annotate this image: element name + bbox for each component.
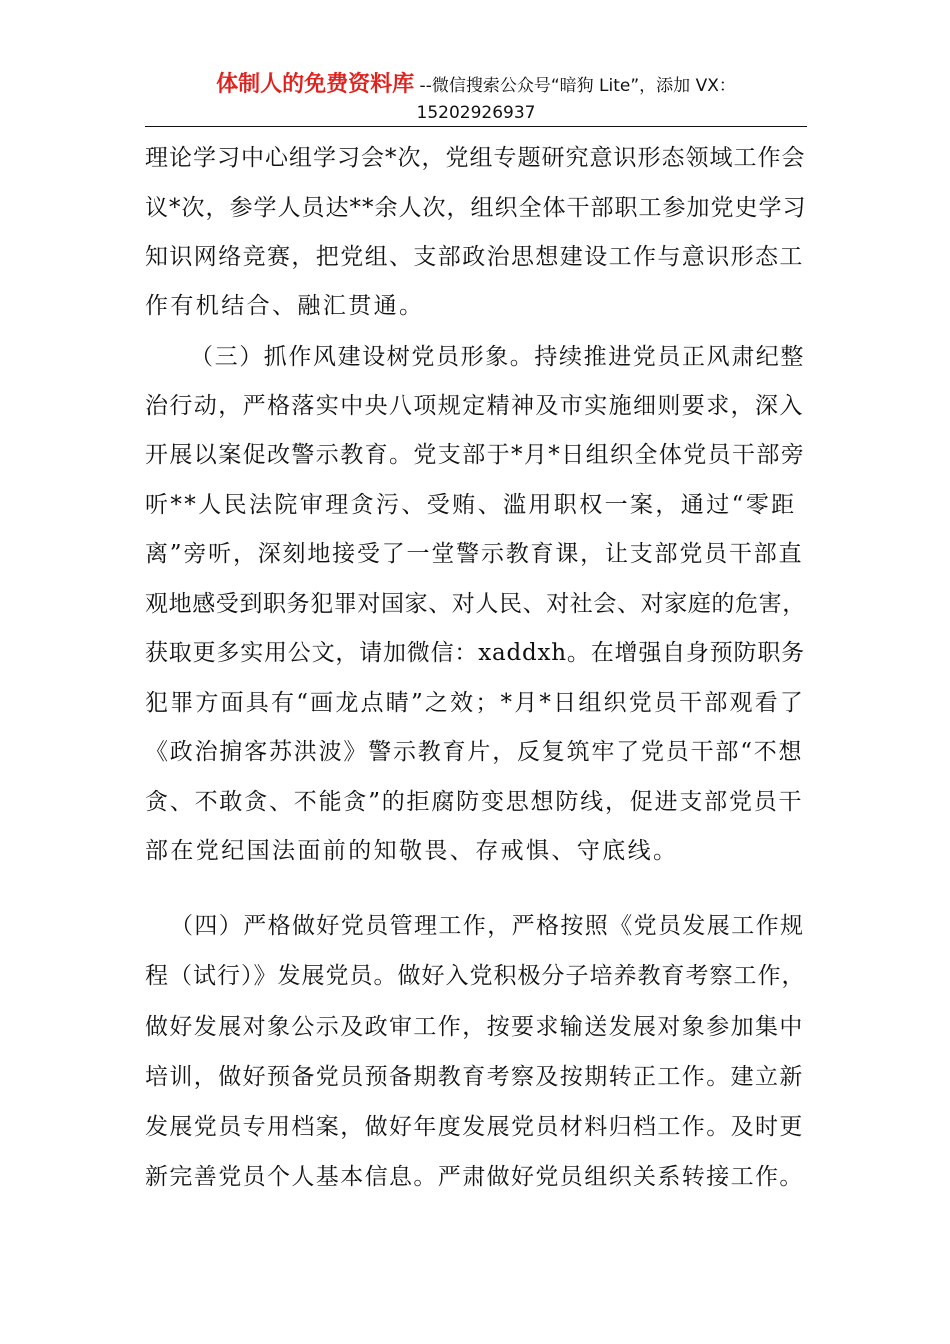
text-line: 议*次，参学人员达**余人次，组织全体干部职工参加党史学习 (145, 195, 807, 221)
text-line: 部在党纪国法面前的知敬畏、存戒惧、守底线。 (145, 838, 679, 864)
header-phone: 15202926937 (416, 103, 536, 123)
text-line: （三）抓作风建设树党员形象。持续推进党员正风肃纪整 (190, 344, 805, 370)
page-header (145, 70, 807, 125)
text-line: 贪、不敢贪、不能贪”的拒腐防变思想防线，促进支部党员干 (145, 789, 804, 815)
text-line: 发展党员专用档案，做好年度发展党员材料归档工作。及时更 (145, 1114, 804, 1140)
text-line: 听**人民法院审理贪污、受贿、滥用职权一案，通过“零距 (145, 492, 797, 518)
text-line: 治行动，严格落实中央八项规定精神及市实施细则要求，深入 (145, 393, 804, 419)
text-line: 《政治掮客苏洪波》警示教育片，反复筑牢了党员干部“不想 (145, 739, 804, 765)
header-divider (145, 126, 807, 127)
text-line: 做好发展对象公示及政审工作，按要求输送发展对象参加集中 (145, 1014, 804, 1040)
text-line: 新完善党员个人基本信息。严肃做好党员组织关系转接工作。 (145, 1164, 804, 1190)
text-line: 离”旁听，深刻地接受了一堂警示教育课，让支部党员干部直 (145, 541, 804, 567)
header-promo-text: --微信搜索公众号“暗狗 Lite”，添加 VX： (414, 76, 736, 96)
text-line: 开展以案促改警示教育。党支部于*月*日组织全体党员干部旁 (145, 442, 806, 468)
header-brand: 体制人的免费资料库 (216, 72, 415, 97)
text-line: 观地感受到职务犯罪对国家、对人民、对社会、对家庭的危害， (145, 591, 806, 617)
text-line: 培训，做好预备党员预备期教育考察及按期转正工作。建立新 (145, 1064, 804, 1090)
text-line: 理论学习中心组学习会*次，党组专题研究意识形态领域工作会 (145, 145, 806, 171)
text-line: （四）严格做好党员管理工作，严格按照《党员发展工作规 (170, 913, 805, 939)
text-line: 犯罪方面具有“画龙点睛”之效；*月*日组织党员干部观看了 (145, 690, 806, 716)
text-line: 知识网络竞赛，把党组、支部政治思想建设工作与意识形态工 (145, 244, 804, 270)
text-line: 获取更多实用公文，请加微信：xaddxh。在增强自身预防职务 (145, 640, 805, 666)
text-line: 作有机结合、融汇贯通。 (145, 293, 425, 319)
text-line: 程（试行）》发展党员。做好入党积极分子培养教育考察工作， (145, 963, 806, 989)
